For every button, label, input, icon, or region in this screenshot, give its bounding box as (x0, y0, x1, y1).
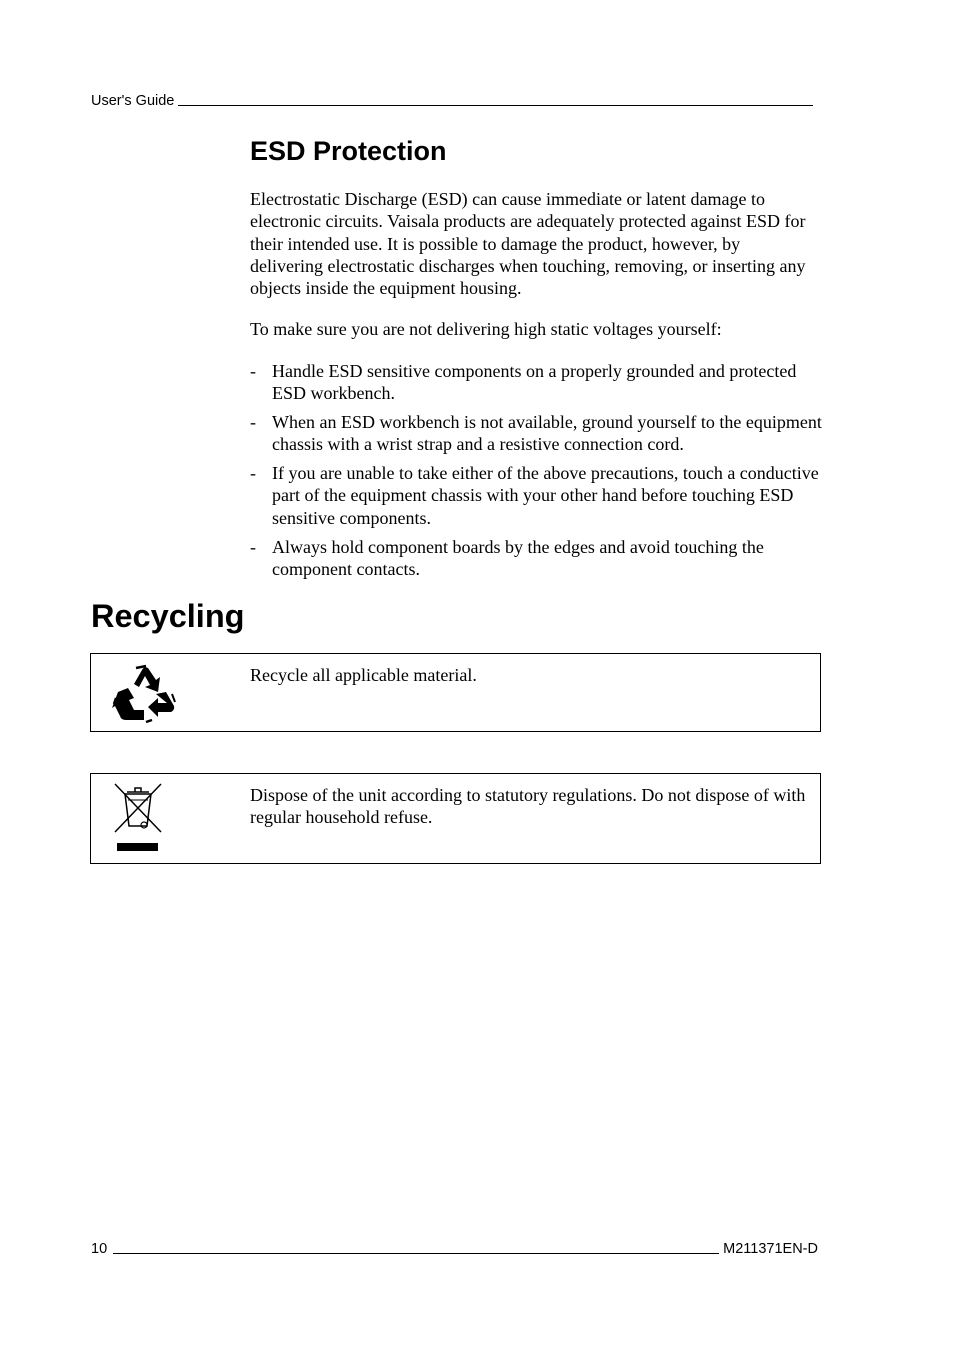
esd-precautions-list (250, 360, 822, 587)
list-item (250, 462, 822, 529)
page-header (91, 91, 813, 109)
header-title: User's Guide (91, 93, 175, 109)
list-item (250, 411, 822, 456)
crossed-out-bin-icon (113, 782, 163, 859)
list-item-text: If you are unable to take either of the above precautions, touch a conductive part of the equipment chassis with your other hand before touching ESD sensitive components. (272, 463, 819, 528)
recycle-notice-box (90, 653, 821, 732)
list-item-text: Handle ESD sensitive components on a properly grounded and protected ESD workbench. (272, 361, 797, 404)
footer-document-code: M211371EN-D (723, 1241, 818, 1257)
esd-paragraph-2: To make sure you are not delivering high static voltages yourself: (250, 319, 722, 339)
header-rule (178, 105, 813, 106)
page-footer (91, 1239, 818, 1257)
recycling-heading: Recycling (91, 598, 245, 634)
footer-page-number: 10 (91, 1241, 108, 1257)
list-item-text: When an ESD workbench is not available, ground yourself to the equipment chassis with a wrist strap and a resistive connection cord. (272, 412, 822, 455)
recycle-notice-text: Recycle all applicable material. (250, 665, 477, 685)
bullet-dash: - (250, 536, 256, 557)
bullet-dash: - (250, 463, 256, 484)
bullet-dash: - (250, 412, 256, 433)
dispose-notice-box (90, 773, 821, 864)
list-item (250, 536, 822, 581)
recycle-icon (112, 662, 176, 729)
esd-heading: ESD Protection (250, 136, 447, 166)
dispose-notice-text: Dispose of the unit according to statutory regulations. Do not dispose of with regular household refuse. (250, 785, 806, 828)
footer-rule (113, 1253, 719, 1254)
list-item-text: Always hold component boards by the edges and avoid touching the component contacts. (272, 536, 764, 579)
esd-paragraph-1: Electrostatic Discharge (ESD) can cause immediate or latent damage to electronic circuits. Vaisala products are adequately protected against ESD for their intended use. It is possible to damage the product, however, by delivering electrostatic discharges when touching, removing, or inserting any objects inside the equipment housing. (250, 189, 806, 299)
bullet-dash: - (250, 361, 256, 381)
list-item (250, 360, 822, 405)
